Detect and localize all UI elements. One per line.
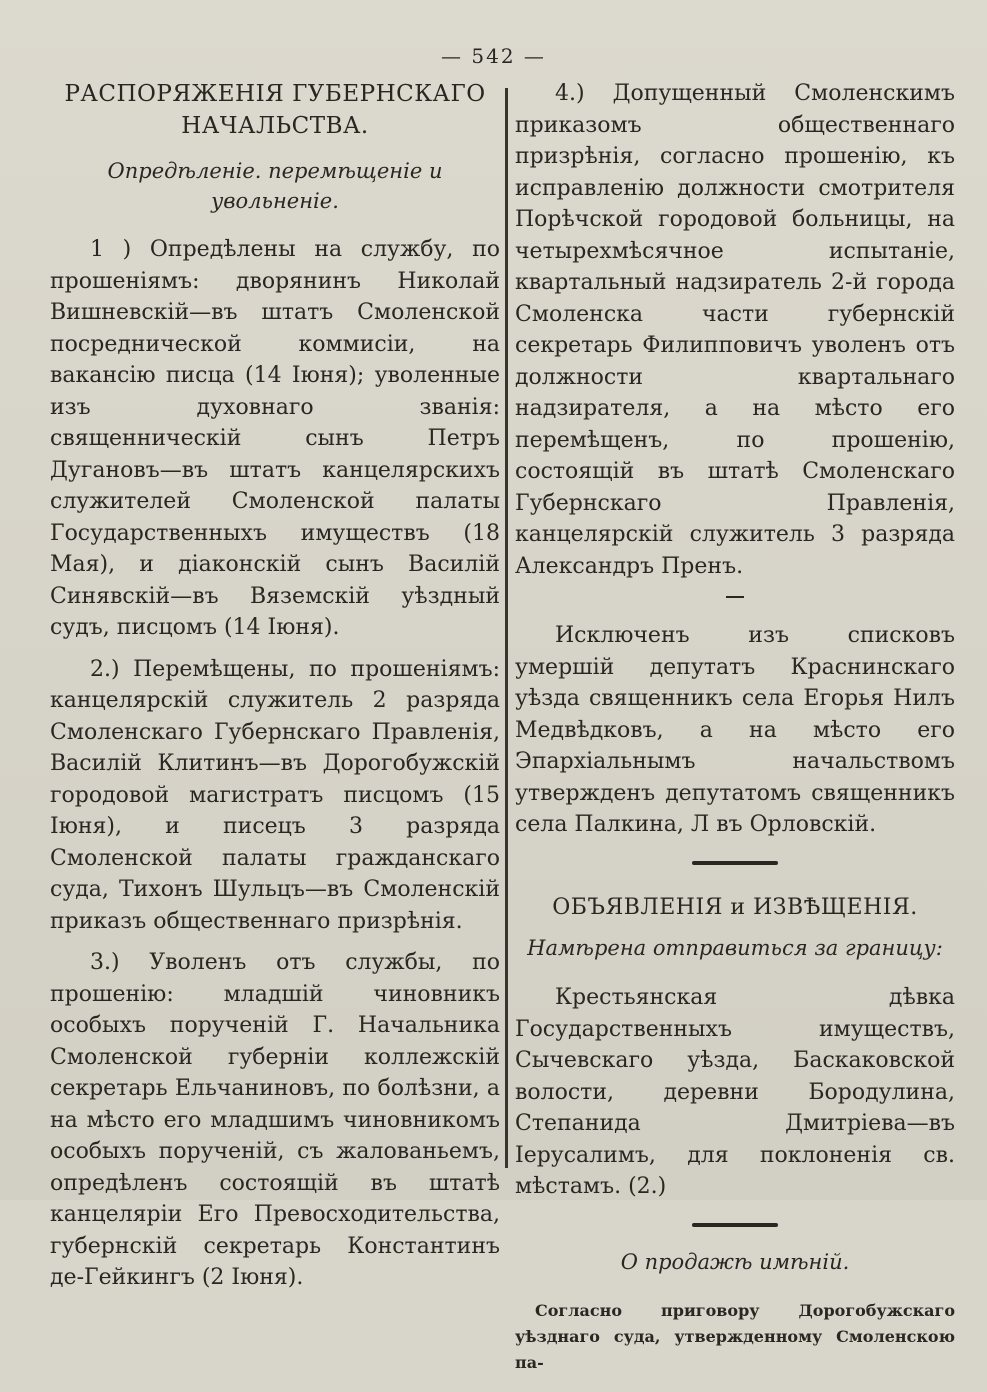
page-number: — 542 — (441, 44, 546, 68)
paragraph-7: Согласно приговору Дорогобужскаго уѣзднаго суда, утвержденному Смоленскою па- (515, 1301, 955, 1372)
short-divider (726, 596, 744, 598)
paragraph-2: 2.) Перемѣщены, по прошеніямъ: канцелярскій служитель 2 разряда Смоленскаго Губернскаго Правленія, Василій Клитинъ—въ Дорогобужскій городовой магистратъ писцомъ (15 Іюня), и писецъ 3 разряда Смоленской палаты гражданскаго суда, Тихонъ Шульцъ—въ Смоленскій приказъ общественнаго призрѣнія. (50, 656, 500, 934)
column-divider (505, 88, 508, 1168)
paragraph-4: 4.) Допущенный Смоленскимъ приказомъ общественнаго призрѣнія, согласно прошенію, къ исправленію должности смотрителя Порѣчской городовой больницы, на четырехмѣсячное испытаніе, квартальный надзиратель 2-й города Смоленска части губернскій секретарь Филипповичъ уволенъ отъ должности квартальнаго надзирателя, а на мѣсто его перемѣщенъ, по прошенію, состоящій въ штатѣ Смоленскаго Губернскаго Правленія, канцелярскій служитель 3 разряда Александръ Пренъ. (515, 81, 955, 579)
paragraph-1: 1 ) Опредѣлены на службу, по прошеніямъ: дворянинъ Николай Вишневскій—въ штатъ Смоленской посреднической коммисіи, на вакансію писца (14 Іюня); уволенные изъ духовнаго званія: священническій сынъ Петръ Дугановъ—въ штатъ канцелярскихъ служителей Смоленской палаты Государственныхъ имуществъ (18 Мая), и діаконскій сынъ Василій Синявскій—въ Вяземскій уѣздный судъ, писцомъ (14 Іюня). (50, 237, 500, 640)
ornament-divider (515, 861, 955, 865)
paragraph-3: 3.) Уволенъ отъ службы, по прошенію: младшій чиновникъ особыхъ порученій Г. Начальника Смоленской губерніи коллежскій секретарь Ельчаниновъ, по болѣзни, а на мѣсто его младшимъ чиновникомъ особыхъ порученій, съ жалованьемъ, опредѣленъ состоящій въ штатѣ канцеляріи Его Превосходительства, губернскій секретарь Константинъ де-Гейкингъ (2 Іюня). (50, 950, 500, 1290)
announcements-subtitle: Намѣрена отправиться за границу: (527, 935, 943, 960)
paragraph-6: Крестьянская дѣвка Государственныхъ имуществъ, Сычевскаго уѣзда, Баскаковской волости, деревни Бородулина, Степанида Дмитріева—въ Іерусалимъ, для поклоненія св. мѣстамъ. (2.) (515, 985, 955, 1199)
left-column (50, 78, 500, 1304)
right-column (515, 78, 955, 1392)
section-heading: РАСПОРЯЖЕНІЯ ГУБЕРНСКАГО НАЧАЛЬСТВА. (64, 81, 486, 139)
paragraph-5: Исключенъ изъ списковъ умершій депутатъ Краснинскаго уѣзда священникъ села Егорья Нилъ Медвѣдковъ, а на мѣсто его Эпархіальнымъ начальствомъ утвержденъ депутатомъ священникъ села Палкина, Л въ Орловскій. (515, 623, 955, 837)
announcements-title: ОБЪЯВЛЕНІЯ и ИЗВѢЩЕНІЯ. (552, 894, 918, 920)
sale-title: О продажѣ имѣній. (620, 1249, 850, 1274)
subheading: Опредѣленіе. перемѣщеніе и увольненіе. (107, 159, 443, 213)
ornament-divider-2 (515, 1223, 955, 1227)
